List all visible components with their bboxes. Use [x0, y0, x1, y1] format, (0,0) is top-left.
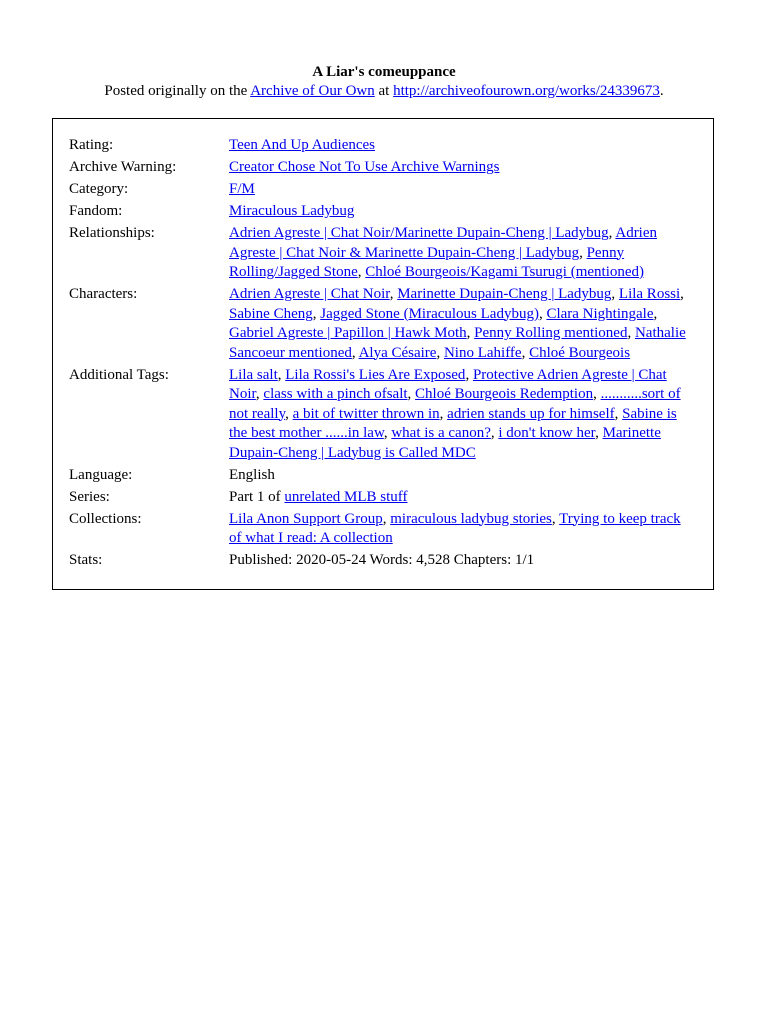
meta-label: Stats:	[69, 552, 103, 568]
tag-link[interactable]: Marinette Dupain-Cheng | Ladybug is Called MDC	[229, 425, 661, 461]
meta-row-rating	[69, 136, 697, 156]
meta-label: Characters:	[69, 286, 138, 302]
tag-link[interactable]: Lila Rossi's Lies Are Exposed	[285, 366, 466, 383]
meta-value	[229, 180, 697, 200]
meta-label: Series:	[69, 488, 110, 505]
tag-link[interactable]: Nathalie Sancoeur mentioned	[229, 325, 686, 361]
meta-label: Fandom:	[69, 203, 123, 219]
series-prefix: Part 1 of	[229, 488, 285, 505]
tag-link[interactable]: Adrien Agreste | Chat Noir/Marinette Dupain-Cheng | Ladybug	[229, 225, 609, 241]
tag-link[interactable]: adrien stands up for himself	[447, 405, 615, 422]
meta-value	[229, 136, 697, 156]
meta-row-language	[69, 466, 697, 486]
tag-link[interactable]: class with a pinch ofsalt	[263, 386, 408, 402]
tag-link[interactable]: Penny Rolling/Jagged Stone	[229, 244, 625, 280]
stats-value: Published: 2020-05-24 Words: 4,528 Chapters: 1/1	[229, 552, 535, 568]
tag-link[interactable]: Miraculous Ladybug	[229, 203, 355, 219]
meta-row-fandom	[69, 202, 697, 222]
tag-link[interactable]: Jagged Stone (Miraculous Ladybug)	[320, 305, 539, 322]
meta-label: Additional Tags:	[69, 366, 169, 383]
archive-link[interactable]: Archive of Our Own	[250, 83, 375, 99]
meta-value: Lila salt, Lila Rossi's Lies Are Exposed, Protective Adrien Agreste | Chat Noir, class with a pinch ofsalt, Chloé Bourgeois Redemption, ...........sort of not really, a bit of twitter thrown in, adrien stands up for himself, Sabine is the best mother ......in law, what is a canon?, i don't know her, Marinette Dupain-Cheng | Ladybug is Called MDC	[229, 366, 681, 461]
meta-label: Collections:	[69, 510, 142, 527]
work-metadata-box	[52, 118, 714, 590]
meta-label: Category:	[69, 181, 129, 197]
meta-row-category	[69, 180, 697, 200]
posted-line	[0, 82, 768, 101]
meta-row-series	[69, 488, 697, 508]
meta-row-characters	[69, 285, 697, 363]
tag-link[interactable]: Chloé Bourgeois/Kagami Tsurugi (mentioned)	[365, 264, 645, 280]
tag-link[interactable]: Lila Rossi	[618, 286, 681, 302]
tag-link[interactable]: a bit of twitter thrown in	[292, 405, 440, 422]
meta-row-warning	[69, 158, 697, 178]
meta-value	[229, 158, 697, 178]
period: .	[659, 83, 664, 99]
meta-label: Language:	[69, 466, 133, 483]
meta-label: Rating:	[69, 137, 114, 153]
tag-link[interactable]: Nino Lahiffe	[443, 344, 522, 361]
meta-label: Relationships:	[69, 225, 155, 241]
at-text: at	[374, 83, 394, 99]
meta-value	[229, 202, 697, 222]
work-url-link[interactable]: http://archiveofourown.org/works/24339673	[393, 83, 660, 99]
meta-row-additional-tags	[69, 366, 697, 464]
tag-link[interactable]: F/M	[229, 181, 255, 197]
language-value: English	[229, 466, 275, 483]
meta-row-collections	[69, 510, 697, 549]
tag-link[interactable]: ...........sort of not really	[229, 386, 681, 422]
meta-value: Adrien Agreste | Chat Noir/Marinette Dupain-Cheng | Ladybug, Adrien Agreste | Chat Noir & Marinette Dupain-Cheng | Ladybug, Penny Rolling/Jagged Stone, Chloé Bourgeois/Kagami Tsurugi (mentioned)	[229, 225, 658, 280]
meta-row-stats	[69, 551, 697, 571]
tag-link[interactable]: Gabriel Agreste | Papillon | Hawk Moth	[229, 325, 467, 341]
document-header	[0, 0, 768, 101]
tag-link[interactable]: Chloé Bourgeois	[529, 344, 631, 361]
series-link[interactable]: unrelated MLB stuff	[284, 488, 408, 505]
posted-prefix: Posted originally on the	[104, 83, 251, 99]
meta-value: Adrien Agreste | Chat Noir, Marinette Dupain-Cheng | Ladybug, Lila Rossi, Sabine Cheng, Jagged Stone (Miraculous Ladybug), Clara Nightingale, Gabriel Agreste | Papillon | Hawk Moth, Penny Rolling mentioned, Nathalie Sancoeur mentioned, Alya Césaire, Nino Lahiffe, Chloé Bourgeois	[229, 286, 686, 361]
tag-link[interactable]: Adrien Agreste | Chat Noir & Marinette Dupain-Cheng | Ladybug	[229, 225, 658, 261]
tag-link[interactable]: miraculous ladybug stories	[390, 510, 552, 527]
tag-link[interactable]: Teen And Up Audiences	[229, 137, 376, 153]
tag-link[interactable]: Lila Anon Support Group	[229, 510, 383, 527]
meta-label: Archive Warning:	[69, 159, 177, 175]
tag-link[interactable]: Trying to keep track of what I read: A collection	[229, 510, 681, 546]
meta-row-relationships	[69, 224, 697, 283]
meta-value: Lila Anon Support Group, miraculous ladybug stories, Trying to keep track of what I read: A collection	[229, 510, 681, 546]
work-title: A Liar's comeuppance	[312, 64, 456, 80]
tag-link[interactable]: Alya Césaire	[358, 344, 437, 361]
tag-link[interactable]: Adrien Agreste | Chat Noir	[229, 286, 390, 302]
series-value	[229, 488, 697, 508]
tag-link[interactable]: Sabine Cheng	[229, 305, 313, 322]
tag-link[interactable]: Sabine is the best mother ......in law	[229, 405, 677, 441]
tag-link[interactable]: Clara Nightingale	[546, 305, 654, 322]
tag-link[interactable]: what is a canon?	[391, 425, 491, 441]
tag-link[interactable]: Lila salt	[229, 366, 278, 383]
tag-link[interactable]: Creator Chose Not To Use Archive Warnings	[229, 159, 500, 175]
tag-link[interactable]: Protective Adrien Agreste | Chat Noir	[229, 366, 667, 402]
tag-link[interactable]: Penny Rolling mentioned	[474, 325, 628, 341]
tag-link[interactable]: Chloé Bourgeois Redemption	[415, 386, 594, 402]
tag-link[interactable]: i don't know her	[498, 425, 596, 441]
tag-link[interactable]: Marinette Dupain-Cheng | Ladybug	[397, 286, 612, 302]
